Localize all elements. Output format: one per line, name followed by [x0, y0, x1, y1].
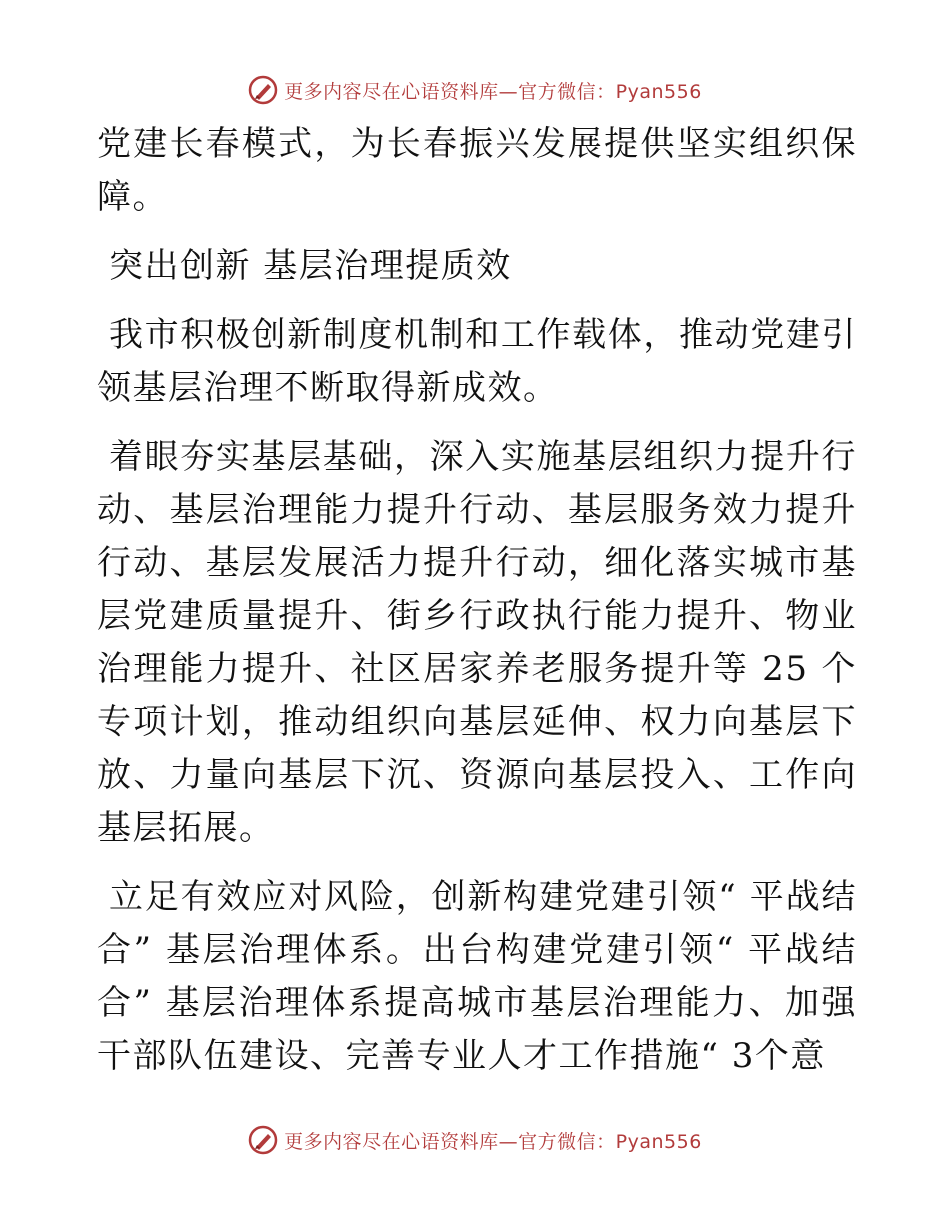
document-body: [97, 118, 857, 1083]
paragraph-continuation: 党建长春模式，为长春振兴发展提供坚实组织保障。: [97, 124, 857, 217]
pen-logo-icon: [248, 75, 278, 105]
paragraph-intro: 我市积极创新制度机制和工作载体，推动党建引领基层治理不断取得新成效。: [97, 315, 857, 408]
paragraph-grassroots-foundation: 着眼夯实基层基础，深入实施基层组织力提升行动、基层治理能力提升行动、基层服务效力提升行动、基层发展活力提升行动，细化落实城市基层党建质量提升、街乡行政执行能力提升、物业治理能力提升、社区居家养老服务提升等 25 个专项计划，推动组织向基层延伸、权力向基层下放、力量向基层下沉、资源向基层投入、工作向基层拓展。: [97, 437, 857, 848]
paragraph-risk-response: 立足有效应对风险，创新构建党建引领“ 平战结合” 基层治理体系。出台构建党建引领“ 平战结合” 基层治理体系提高城市基层治理能力、加强干部队伍建设、完善专业人才工作措施“ 3个意: [97, 877, 857, 1076]
section-heading: 突出创新 基层治理提质效: [109, 246, 512, 286]
watermark-text: 更多内容尽在心语资料库—官方微信：Pyan556: [284, 80, 702, 103]
header-watermark-banner: [0, 72, 950, 108]
watermark-text: 更多内容尽在心语资料库—官方微信：Pyan556: [284, 1130, 702, 1153]
pen-logo-icon: [248, 1125, 278, 1155]
footer-watermark-banner: [0, 1122, 950, 1158]
